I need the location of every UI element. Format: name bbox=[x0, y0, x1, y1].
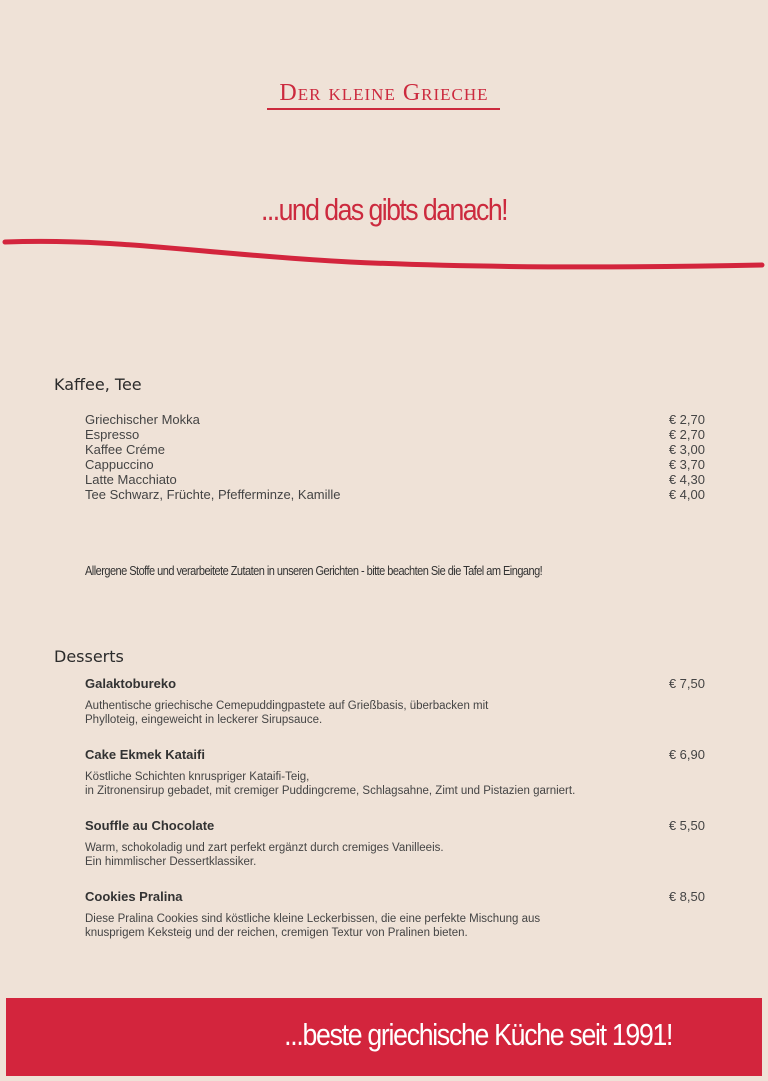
dessert-price: € 7,50 bbox=[668, 676, 705, 691]
list-item bbox=[85, 889, 705, 940]
item-price: € 4,30 bbox=[668, 472, 705, 487]
section-title-coffee: Kaffee, Tee bbox=[54, 375, 142, 394]
dessert-description bbox=[85, 770, 705, 798]
dessert-name: Cake Ekmek Kataifi bbox=[85, 747, 205, 762]
list-item bbox=[85, 442, 705, 457]
item-price: € 2,70 bbox=[668, 427, 705, 442]
list-item bbox=[85, 747, 705, 798]
item-name: Kaffee Créme bbox=[85, 442, 165, 457]
dessert-price: € 8,50 bbox=[668, 889, 705, 904]
item-price: € 3,00 bbox=[668, 442, 705, 457]
dessert-price: € 6,90 bbox=[668, 747, 705, 762]
dessert-description bbox=[85, 699, 705, 727]
list-item bbox=[85, 457, 705, 472]
footer-banner bbox=[6, 998, 762, 1076]
section-title-desserts: Desserts bbox=[54, 647, 124, 666]
item-price: € 4,00 bbox=[668, 487, 705, 502]
description-line: Ein himmlischer Dessertklassiker. bbox=[85, 856, 257, 868]
dessert-name: Cookies Pralina bbox=[85, 889, 183, 904]
dessert-description bbox=[85, 841, 705, 869]
description-line: Diese Pralina Cookies sind köstliche kleine Leckerbissen, die eine perfekte Mischung aus bbox=[85, 913, 541, 925]
item-name: Latte Macchiato bbox=[85, 472, 177, 487]
description-line: Warm, schokoladig und zart perfekt ergänzt durch cremiges Vanilleeis. bbox=[85, 842, 444, 854]
list-item bbox=[85, 487, 705, 502]
description-line: Authentische griechische Cemepuddingpastete auf Grießbasis, überbacken mit bbox=[85, 700, 489, 712]
item-name: Espresso bbox=[85, 427, 140, 442]
brand-title: Der kleine Grieche bbox=[279, 80, 489, 106]
description-line: Phylloteig, eingeweicht in leckerer Sirupsauce. bbox=[85, 714, 323, 726]
item-price: € 2,70 bbox=[668, 412, 705, 427]
list-item bbox=[85, 427, 705, 442]
footer-slogan: ...beste griechische Küche seit 1991! bbox=[284, 1017, 672, 1052]
list-item bbox=[85, 676, 705, 727]
page-tagline: ...und das gibts danach! bbox=[261, 192, 507, 227]
list-item bbox=[85, 818, 705, 869]
dessert-name: Souffle au Chocolate bbox=[85, 818, 215, 833]
description-line: in Zitronensirup gebadet, mit cremiger Puddingcreme, Schlagsahne, Zimt und Pistazien garniert. bbox=[85, 785, 576, 797]
description-line: Köstliche Schichten knruspriger Kataifi-Teig, bbox=[85, 771, 310, 783]
description-line: knusprigem Keksteig und der reichen, cremigen Textur von Pralinen bieten. bbox=[85, 927, 468, 939]
allergen-note: Allergene Stoffe und verarbeitete Zutaten in unseren Gerichten - bitte beachten Sie die Tafel am Eingang! bbox=[85, 564, 543, 578]
item-name: Griechischer Mokka bbox=[85, 412, 200, 427]
list-item bbox=[85, 472, 705, 487]
item-name: Tee Schwarz, Früchte, Pfefferminze, Kamille bbox=[85, 487, 341, 502]
coffee-list bbox=[85, 412, 705, 502]
dessert-description bbox=[85, 912, 705, 940]
dessert-list bbox=[85, 676, 705, 960]
dessert-name: Galaktobureko bbox=[85, 676, 177, 691]
decorative-wave-divider bbox=[0, 230, 768, 280]
brand-underline bbox=[267, 108, 500, 110]
item-name: Cappuccino bbox=[85, 457, 154, 472]
list-item bbox=[85, 412, 705, 427]
item-price: € 3,70 bbox=[668, 457, 705, 472]
dessert-price: € 5,50 bbox=[668, 818, 705, 833]
